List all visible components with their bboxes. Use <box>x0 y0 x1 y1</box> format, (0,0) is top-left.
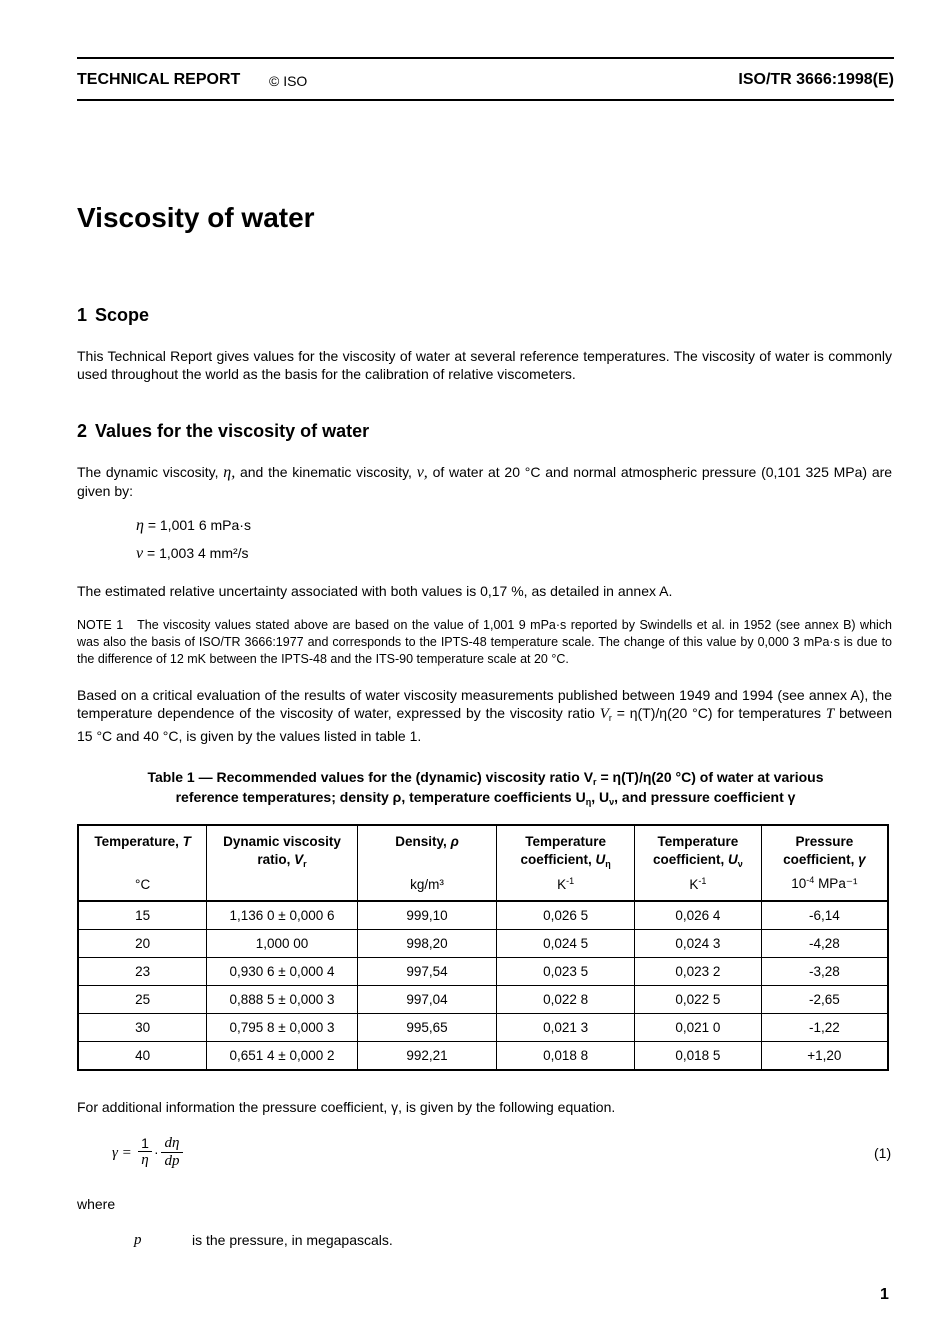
column-symbol: γ <box>858 852 866 867</box>
table-cell: -2,65 <box>761 986 888 1014</box>
formula-dynamic-viscosity <box>136 517 251 535</box>
table-cell: 15 <box>78 901 207 930</box>
vr-subscript: r <box>608 713 612 723</box>
page-title: Viscosity of water <box>77 202 315 233</box>
table-cell: 0,651 4 ± 0,000 2 <box>207 1042 358 1071</box>
scope-paragraph: This Technical Report gives values for the viscosity of water at several reference temperatures. The viscosity of water is commonly used throughout the world as the basis for the calibration of relative viscometers. <box>77 348 892 382</box>
table-header-row <box>78 825 888 901</box>
fraction-1 <box>138 1135 152 1169</box>
column-header-name <box>358 833 497 855</box>
viscosity-intro-paragraph <box>77 463 892 500</box>
vr-expression: = η(T)/η(20 °C) for temperatures <box>616 705 822 721</box>
column-unit <box>79 876 206 892</box>
fraction-2 <box>161 1135 183 1170</box>
header-copyright: © ISO <box>269 73 308 89</box>
column-symbol: ρ <box>450 834 459 849</box>
column-unit-exponent: -1 <box>698 876 707 886</box>
table-row <box>78 930 888 958</box>
table-cell: 23 <box>78 958 207 986</box>
column-header <box>634 825 761 901</box>
table-cell: 0,022 8 <box>497 986 635 1014</box>
column-header-name <box>762 833 887 873</box>
variable-p: p <box>134 1232 142 1248</box>
column-header <box>357 825 497 901</box>
eta-symbol: η, <box>223 464 236 481</box>
column-symbol-subscript: η <box>605 859 611 869</box>
equation-number: (1) <box>874 1145 892 1161</box>
where-label: where <box>77 1196 116 1212</box>
column-header-name <box>79 833 206 855</box>
evaluation-paragraph <box>77 686 892 745</box>
column-header <box>78 825 207 901</box>
table-cell: -3,28 <box>761 958 888 986</box>
nu-symbol: ν, <box>416 464 428 481</box>
table-cell: 1,000 00 <box>207 930 358 958</box>
column-header-name <box>635 833 761 873</box>
formula-symbol: ν <box>136 545 144 562</box>
table-cell: 20 <box>78 930 207 958</box>
section-title: Values for the viscosity of water <box>95 421 370 441</box>
column-unit-exponent: -4 <box>806 875 815 885</box>
table-body <box>78 901 888 1070</box>
note-1 <box>77 617 892 668</box>
column-name-text: Density, <box>395 834 451 849</box>
uncertainty-paragraph: The estimated relative uncertainty associated with both values is 0,17 %, as detailed in annex A. <box>77 583 673 599</box>
table-row <box>78 1014 888 1042</box>
section-number: 2 <box>77 421 88 441</box>
caption-text: Table 1 — Recommended values for the (dynamic) viscosity ratio V <box>147 769 594 785</box>
table-cell: -6,14 <box>761 901 888 930</box>
column-name-text: Temperature coefficient, <box>520 834 607 867</box>
evaluation-text: Based on a critical evaluation of the results of water viscosity measurements published between 1949 and 1994 (see annex A), the temperature dependence of the viscosity of water, expressed by the viscosity ratio <box>77 687 892 721</box>
intro-text-a: The dynamic viscosity, <box>77 464 219 480</box>
table-cell: 0,018 5 <box>634 1042 761 1071</box>
table-cell: 0,021 0 <box>634 1014 761 1042</box>
caption-text: = η(T)/η(20 °C) of water at various <box>600 769 824 785</box>
caption-text: , and pressure coefficient γ <box>614 789 796 805</box>
equation-dot: · <box>154 1144 159 1160</box>
table-cell: 0,023 2 <box>634 958 761 986</box>
column-header <box>497 825 635 901</box>
table-row <box>78 986 888 1014</box>
column-unit <box>497 876 634 892</box>
formula-symbol: η <box>136 517 144 534</box>
column-unit-text: kg/m³ <box>410 877 444 892</box>
table-cell: 25 <box>78 986 207 1014</box>
variable-description: is the pressure, in megapascals. <box>192 1232 393 1248</box>
note-text: The viscosity values stated above are based on the value of 1,001 9 mPa·s reported by Swindells et al. in 1952 (see annex B) which was also the basis of ISO/TR 3666:1977 and corresponds to the IPTS-48 temperature scale. The change of this value by 0,000 3 mPa·s is due to the difference of 12 mK between the IPTS-48 and the ITS-90 temperature scale at 20 °C. <box>77 618 892 666</box>
equation-lhs-text: γ = <box>112 1145 132 1161</box>
caption-text: , U <box>591 789 610 805</box>
column-unit-exponent: -1 <box>566 876 575 886</box>
table-cell: 992,21 <box>357 1042 497 1071</box>
caption-subscript: ν <box>609 797 615 807</box>
column-header <box>207 825 358 901</box>
column-unit-text: °C <box>135 877 151 892</box>
table-caption-line-2 <box>77 787 894 812</box>
section-2-heading <box>77 421 369 442</box>
table-cell: 1,136 0 ± 0,000 6 <box>207 901 358 930</box>
column-name-text: Temperature, <box>94 834 183 849</box>
section-title: Scope <box>95 305 150 325</box>
column-unit-text: 10 <box>791 876 807 891</box>
column-symbol-subscript: r <box>303 859 307 869</box>
column-unit <box>635 876 761 892</box>
column-unit-text: K <box>557 877 567 892</box>
variable-symbol <box>134 1231 142 1249</box>
table-cell: 0,024 5 <box>497 930 635 958</box>
column-unit-text: K <box>689 877 699 892</box>
table-cell: 40 <box>78 1042 207 1071</box>
table-cell: 0,022 5 <box>634 986 761 1014</box>
column-header <box>761 825 888 901</box>
vr-symbol: V <box>599 706 609 722</box>
table-cell: 0,795 8 ± 0,000 3 <box>207 1014 358 1042</box>
vr-expression-end: between 15 °C and 40 °C, is given by the values listed in table 1. <box>77 705 892 744</box>
formula-kinematic-viscosity <box>136 545 249 563</box>
table-cell: 0,026 4 <box>634 901 761 930</box>
table-cell: 998,20 <box>357 930 497 958</box>
table-row <box>78 958 888 986</box>
table-cell: 0,023 5 <box>497 958 635 986</box>
section-number: 1 <box>77 305 88 325</box>
table-row <box>78 901 888 930</box>
fraction-2-denominator: dp <box>164 1153 180 1169</box>
column-symbol: T <box>182 834 191 849</box>
caption-subscript: η <box>585 797 592 807</box>
column-symbol: U <box>595 852 606 867</box>
note-label: NOTE 1 <box>77 618 124 632</box>
fraction-1-denominator: η <box>141 1152 149 1168</box>
table-cell: 0,018 8 <box>497 1042 635 1071</box>
header-report-label: TECHNICAL REPORT <box>77 71 241 88</box>
table-cell: 997,04 <box>357 986 497 1014</box>
table-cell: 0,930 6 ± 0,000 4 <box>207 958 358 986</box>
column-unit <box>358 876 497 892</box>
column-header-name <box>497 833 634 873</box>
table-cell: 995,65 <box>357 1014 497 1042</box>
equation-intro: For additional information the pressure coefficient, γ, is given by the following equation. <box>77 1099 616 1115</box>
column-symbol: V <box>294 852 304 867</box>
column-symbol: U <box>727 852 738 867</box>
t-symbol: T <box>825 706 835 722</box>
page-number: 1 <box>880 1286 889 1303</box>
table-cell: 999,10 <box>357 901 497 930</box>
column-name-text: Pressure coefficient, <box>783 834 859 867</box>
equation-lhs <box>112 1144 132 1162</box>
caption-subscript: r <box>593 777 597 787</box>
column-header-name <box>207 833 357 873</box>
column-symbol-subscript: ν <box>737 859 743 869</box>
formula-value: = 1,001 6 mPa·s <box>147 517 251 533</box>
table-cell: 997,54 <box>357 958 497 986</box>
table-cell: 0,024 3 <box>634 930 761 958</box>
table-cell: +1,20 <box>761 1042 888 1071</box>
fraction-2-numerator: dη <box>164 1135 180 1151</box>
caption-text: reference temperatures; density ρ, temperature coefficients U <box>175 789 586 805</box>
column-unit <box>762 875 887 892</box>
column-unit-suffix: MPa⁻¹ <box>814 876 858 891</box>
intro-text-c: of water at 20 °C and normal atmospheric pressure (0,101 325 MPa) are given by: <box>77 464 893 499</box>
intro-text-b: and the kinematic viscosity, <box>239 464 412 480</box>
header-top-rule <box>77 57 894 59</box>
table-cell: 30 <box>78 1014 207 1042</box>
table-cell: -4,28 <box>761 930 888 958</box>
viscosity-table <box>77 824 889 1071</box>
table-cell: 0,026 5 <box>497 901 635 930</box>
column-name-text: Temperature coefficient, <box>652 834 739 867</box>
table-cell: -1,22 <box>761 1014 888 1042</box>
fraction-1-numerator: 1 <box>141 1135 149 1151</box>
formula-value: = 1,003 4 mm²/s <box>147 545 249 561</box>
section-1-heading <box>77 305 149 326</box>
table-cell: 0,021 3 <box>497 1014 635 1042</box>
column-name-text: Dynamic viscosity ratio, <box>223 834 341 867</box>
table-row <box>78 1042 888 1071</box>
header-doc-id: ISO/TR 3666:1998(E) <box>738 71 894 88</box>
header-bottom-rule <box>77 99 894 101</box>
table-cell: 0,888 5 ± 0,000 3 <box>207 986 358 1014</box>
